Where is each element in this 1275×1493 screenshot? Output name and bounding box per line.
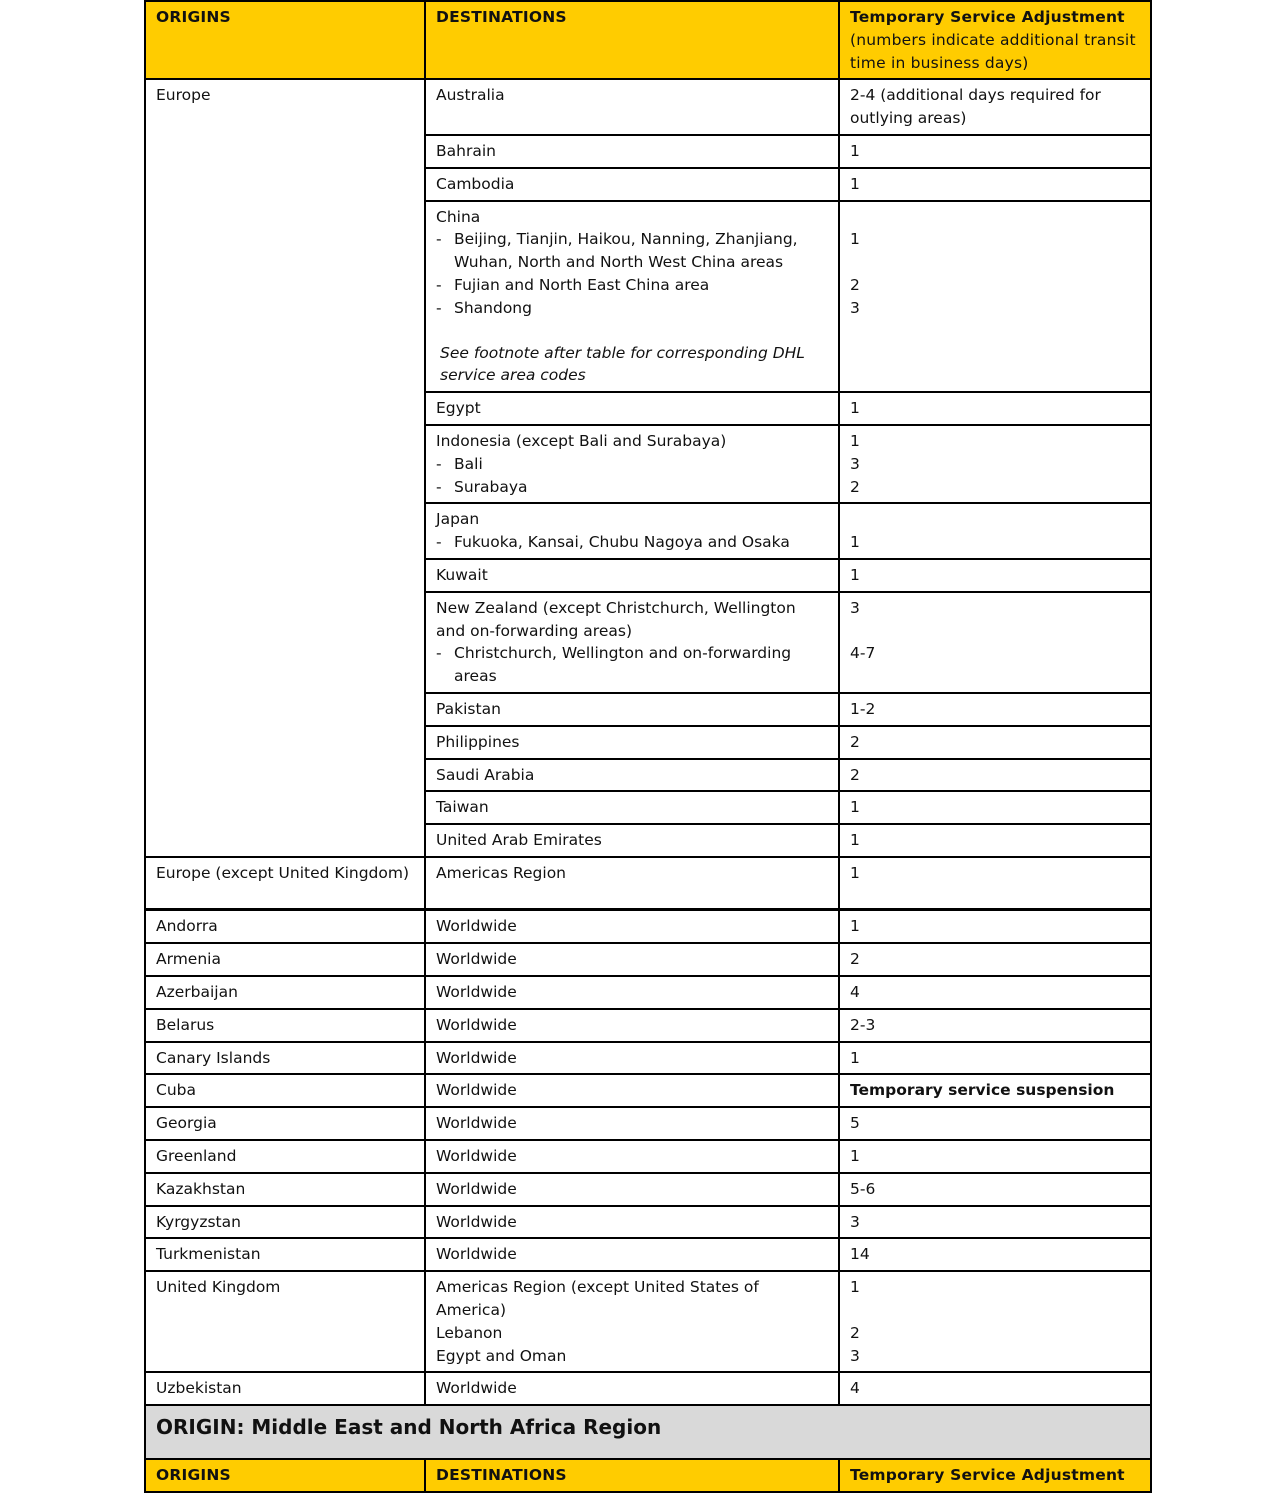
origin-cell: Kazakhstan — [145, 1173, 425, 1206]
adjustment-cell — [839, 1271, 1151, 1372]
destination-cell: Saudi Arabia — [425, 759, 839, 792]
sub-destination: - Beijing, Tianjin, Haikou, Nanning, Zhanjiang, Wuhan, North and North West China areas — [436, 228, 828, 274]
adjustment-value: 2 — [850, 477, 860, 496]
adjustment-cell: 1 — [839, 824, 1151, 857]
destination-cell — [425, 201, 839, 393]
adjustment-cell: 1 — [839, 1140, 1151, 1173]
adjustment-value: 3 — [850, 298, 860, 317]
table-row — [145, 1238, 1151, 1271]
sub-destination-label: Fukuoka, Kansai, Chubu Nagoya and Osaka — [454, 533, 790, 552]
adjustment-value: 2 — [850, 275, 860, 294]
table-row — [145, 79, 1151, 135]
transit-table-page — [144, 0, 1152, 1493]
destination-name: China — [436, 207, 481, 226]
header-destinations: DESTINATIONS — [425, 1, 839, 79]
destination-cell: Kuwait — [425, 559, 839, 592]
adjustment-cell: 2 — [839, 943, 1151, 976]
header-origins: ORIGINS — [145, 1, 425, 79]
destination-cell: Worldwide — [425, 1372, 839, 1405]
destination-cell: Worldwide — [425, 1206, 839, 1239]
destination-cell: Cambodia — [425, 168, 839, 201]
header-adjustment — [839, 1, 1151, 79]
header-destinations: DESTINATIONS — [425, 1459, 839, 1492]
destination-name: Lebanon — [436, 1323, 503, 1342]
adjustment-value: 1 — [850, 431, 860, 450]
destination-cell: Worldwide — [425, 1074, 839, 1107]
destination-cell: Worldwide — [425, 943, 839, 976]
sub-destination: - Christchurch, Wellington and on-forwarding areas — [436, 642, 828, 688]
sub-destination-label: Shandong — [454, 298, 532, 317]
adjustment-cell: 1 — [839, 559, 1151, 592]
header-adjustment-title: Temporary Service Adjustment — [839, 1459, 1151, 1492]
header-origins: ORIGINS — [145, 1459, 425, 1492]
sub-destination: - Bali — [436, 453, 828, 476]
adjustment-cell: 4 — [839, 976, 1151, 1009]
adjustment-cell: 1 — [839, 135, 1151, 168]
table-row — [145, 1107, 1151, 1140]
adjustment-cell — [839, 592, 1151, 693]
destination-cell: Americas Region — [425, 857, 839, 910]
adjustment-cell: 1 — [839, 910, 1151, 943]
adjustment-cell: 1 — [839, 1042, 1151, 1075]
service-adjustment-table — [144, 0, 1152, 1493]
destination-cell: Australia — [425, 79, 839, 135]
origin-cell: Greenland — [145, 1140, 425, 1173]
sub-destination: - Fukuoka, Kansai, Chubu Nagoya and Osaka — [436, 531, 828, 554]
header-adjustment-note: (numbers indicate additional transit time in business days) — [850, 30, 1136, 72]
sub-destination: - Surabaya — [436, 476, 828, 499]
table-row — [145, 943, 1151, 976]
sub-destination-label: Beijing, Tianjin, Haikou, Nanning, Zhanjiang, Wuhan, North and North West China areas — [454, 230, 798, 272]
origin-cell: Canary Islands — [145, 1042, 425, 1075]
sub-destination: - Fujian and North East China area — [436, 274, 828, 297]
table-row — [145, 1173, 1151, 1206]
adjustment-cell: 1 — [839, 168, 1151, 201]
destination-cell: Egypt — [425, 392, 839, 425]
adjustment-cell: 4 — [839, 1372, 1151, 1405]
sub-destination-label: Bali — [454, 454, 483, 473]
destination-cell: Worldwide — [425, 1173, 839, 1206]
destination-name: Egypt and Oman — [436, 1346, 567, 1365]
adjustment-cell: 5-6 — [839, 1173, 1151, 1206]
sub-destination-label: Christchurch, Wellington and on-forwarding areas — [454, 644, 792, 686]
destination-cell — [425, 503, 839, 559]
origin-cell: Georgia — [145, 1107, 425, 1140]
adjustment-cell — [839, 425, 1151, 503]
table-row — [145, 857, 1151, 910]
adjustment-cell: 1 — [839, 392, 1151, 425]
destination-name: Indonesia (except Bali and Surabaya) — [436, 431, 727, 450]
origin-cell: Turkmenistan — [145, 1238, 425, 1271]
adjustment-value: 4-7 — [850, 644, 876, 663]
origin-cell: Uzbekistan — [145, 1372, 425, 1405]
table-row — [145, 1206, 1151, 1239]
destination-cell: Worldwide — [425, 1107, 839, 1140]
destination-cell — [425, 425, 839, 503]
origin-cell: Europe (except United Kingdom) — [145, 857, 425, 910]
table-row — [145, 1009, 1151, 1042]
region-heading: ORIGIN: Middle East and North Africa Region — [145, 1405, 1151, 1459]
table-row — [145, 1074, 1151, 1107]
adjustment-value: 1 — [850, 1278, 860, 1297]
table-row — [145, 1372, 1151, 1405]
adjustment-value: 3 — [850, 454, 860, 473]
origin-cell: Andorra — [145, 910, 425, 943]
origin-cell: Belarus — [145, 1009, 425, 1042]
destination-name: Japan — [436, 510, 480, 529]
adjustment-cell — [839, 503, 1151, 559]
destination-cell: Pakistan — [425, 693, 839, 726]
sub-destination-label: Surabaya — [454, 477, 528, 496]
destination-cell: Philippines — [425, 726, 839, 759]
adjustment-cell: 3 — [839, 1206, 1151, 1239]
table-row — [145, 910, 1151, 943]
destination-cell: Worldwide — [425, 1009, 839, 1042]
footnote-reference: See footnote after table for corresponding DHL service area codes — [440, 343, 805, 385]
adjustment-cell: 2 — [839, 759, 1151, 792]
adjustment-cell: 2-3 — [839, 1009, 1151, 1042]
adjustment-cell: 1 — [839, 791, 1151, 824]
table-header-row — [145, 1459, 1151, 1492]
origin-cell: Europe — [145, 79, 425, 857]
header-adjustment-title: Temporary Service Adjustment — [850, 8, 1125, 26]
sub-destination-label: Fujian and North East China area — [454, 275, 710, 294]
destination-cell: Worldwide — [425, 910, 839, 943]
destination-name: Americas Region (except United States of America) — [436, 1278, 759, 1319]
destination-cell: Worldwide — [425, 1140, 839, 1173]
region-heading-row — [145, 1405, 1151, 1459]
origin-cell: Kyrgyzstan — [145, 1206, 425, 1239]
adjustment-value: 3 — [850, 598, 860, 617]
adjustment-cell: 14 — [839, 1238, 1151, 1271]
origin-cell: United Kingdom — [145, 1271, 425, 1372]
adjustment-cell: 2-4 (additional days required for outlying areas) — [839, 79, 1151, 135]
adjustment-value: 2 — [850, 1323, 860, 1342]
table-row — [145, 1271, 1151, 1372]
destination-cell — [425, 592, 839, 693]
adjustment-value: 1 — [850, 533, 860, 552]
adjustment-cell: Temporary service suspension — [839, 1074, 1151, 1107]
destination-cell: Worldwide — [425, 976, 839, 1009]
table-row — [145, 1042, 1151, 1075]
adjustment-value: 1 — [850, 230, 860, 249]
destination-cell: Worldwide — [425, 1238, 839, 1271]
destination-cell: Bahrain — [425, 135, 839, 168]
adjustment-cell: 1-2 — [839, 693, 1151, 726]
origin-cell: Azerbaijan — [145, 976, 425, 1009]
sub-destination: - Shandong — [436, 297, 828, 320]
origin-cell: Armenia — [145, 943, 425, 976]
adjustment-value: 3 — [850, 1346, 860, 1365]
adjustment-cell: 5 — [839, 1107, 1151, 1140]
destination-cell: United Arab Emirates — [425, 824, 839, 857]
origin-cell: Cuba — [145, 1074, 425, 1107]
destination-name: New Zealand (except Christchurch, Wellington and on-forwarding areas) — [436, 598, 796, 640]
table-row — [145, 976, 1151, 1009]
destination-cell: Worldwide — [425, 1042, 839, 1075]
table-header-row — [145, 1, 1151, 79]
adjustment-cell: 1 — [839, 857, 1151, 910]
destination-cell — [425, 1271, 839, 1372]
destination-cell: Taiwan — [425, 791, 839, 824]
table-row — [145, 1140, 1151, 1173]
adjustment-cell — [839, 201, 1151, 393]
adjustment-cell: 2 — [839, 726, 1151, 759]
